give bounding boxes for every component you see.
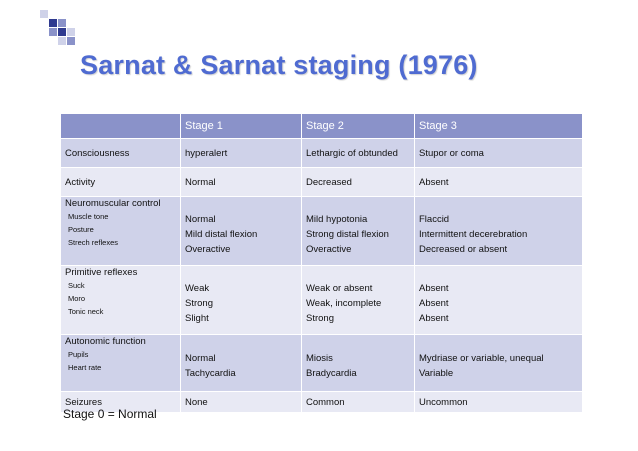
- table-row: [61, 335, 583, 392]
- stage-value: hyperalert: [185, 147, 228, 159]
- feature-cell: [61, 139, 181, 168]
- table-row: [61, 168, 583, 197]
- feature-label: Seizures: [65, 396, 102, 408]
- stage-value: Weak or absent: [306, 282, 373, 294]
- stage-value: Absent: [419, 176, 449, 188]
- feature-label: Consciousness: [65, 147, 130, 159]
- table-row: [61, 266, 583, 335]
- stage-1-cell: [181, 168, 302, 197]
- stage-value: Variable: [419, 368, 454, 379]
- table-row: [61, 197, 583, 266]
- header-stage-3: Stage 3: [415, 114, 583, 139]
- stage-value: Tachycardia: [185, 368, 236, 379]
- stage-2-cell: [302, 266, 415, 335]
- stage-value: Decreased: [306, 176, 352, 188]
- stage-value: Miosis: [306, 353, 333, 364]
- feature-subitem: Pupils: [68, 350, 89, 359]
- stage-2-cell: [302, 197, 415, 266]
- stage-2-cell: [302, 392, 415, 413]
- stage-value: Strong: [185, 297, 213, 309]
- stage-3-cell: [415, 139, 583, 168]
- stage-value: Mydriase or variable, unequal: [419, 353, 544, 364]
- stage-1-cell: [181, 197, 302, 266]
- stage-value: Strong distal flexion: [306, 228, 389, 240]
- feature-subitem: Muscle tone: [68, 212, 109, 221]
- feature-subitem: Strech reflexes: [68, 238, 119, 247]
- feature-subitem: Moro: [68, 294, 86, 303]
- feature-subitem: Heart rate: [68, 363, 102, 372]
- stage-value: None: [185, 396, 208, 408]
- feature-label: Activity: [65, 176, 96, 188]
- stage-value: Bradycardia: [306, 368, 357, 379]
- stage-2-cell: [302, 335, 415, 392]
- stage-value: Absent: [419, 312, 449, 324]
- stage-value: Overactive: [306, 243, 352, 255]
- stage-value: Stupor or coma: [419, 147, 484, 159]
- stage-value: Strong: [306, 312, 334, 324]
- stage-value: Normal: [185, 353, 216, 364]
- stage-value: Decreased or absent: [419, 243, 508, 255]
- stage-2-cell: [302, 168, 415, 197]
- stage-value: Absent: [419, 282, 449, 294]
- stage-value: Mild distal flexion: [185, 228, 258, 240]
- feature-label: Neuromuscular control: [65, 198, 161, 209]
- stage-value: Normal: [185, 176, 216, 188]
- header-stage-2: Stage 2: [302, 114, 415, 139]
- table-header-row: [61, 114, 583, 139]
- stage-value: Absent: [419, 297, 449, 309]
- stage-3-cell: [415, 335, 583, 392]
- stage-value: Uncommon: [419, 396, 468, 408]
- feature-label: Autonomic function: [65, 336, 146, 347]
- slide-title: Sarnat & Sarnat staging (1976): [80, 50, 478, 80]
- stage-value: Normal: [185, 213, 216, 225]
- feature-subitem: Posture: [68, 225, 94, 234]
- stage-value: Weak, incomplete: [306, 297, 382, 309]
- feature-cell: [61, 266, 181, 335]
- stage-1-cell: [181, 392, 302, 413]
- sarnat-staging-table: [60, 113, 583, 413]
- stage-value: Slight: [185, 312, 209, 324]
- stage-value: Weak: [185, 282, 210, 294]
- header-feature: [61, 114, 181, 139]
- stage-2-cell: [302, 139, 415, 168]
- stage-value: Common: [306, 396, 345, 408]
- header-stage-1: Stage 1: [181, 114, 302, 139]
- stage-1-cell: [181, 139, 302, 168]
- feature-subitem: Suck: [68, 281, 85, 290]
- stage-value: Flaccid: [419, 213, 450, 225]
- footnote: Stage 0 = Normal: [63, 407, 157, 421]
- stage-1-cell: [181, 266, 302, 335]
- stage-value: Intermittent decerebration: [419, 228, 528, 240]
- feature-cell: [61, 168, 181, 197]
- stage-value: Overactive: [185, 243, 231, 255]
- stage-3-cell: [415, 266, 583, 335]
- stage-1-cell: [181, 335, 302, 392]
- feature-label: Primitive reflexes: [65, 267, 138, 278]
- feature-cell: [61, 197, 181, 266]
- stage-3-cell: [415, 197, 583, 266]
- stage-value: Mild hypotonia: [306, 213, 368, 225]
- stage-value: Lethargic of obtunded: [306, 147, 398, 159]
- table-row: [61, 139, 583, 168]
- feature-subitem: Tonic neck: [68, 307, 104, 316]
- stage-3-cell: [415, 392, 583, 413]
- stage-3-cell: [415, 168, 583, 197]
- feature-cell: [61, 335, 181, 392]
